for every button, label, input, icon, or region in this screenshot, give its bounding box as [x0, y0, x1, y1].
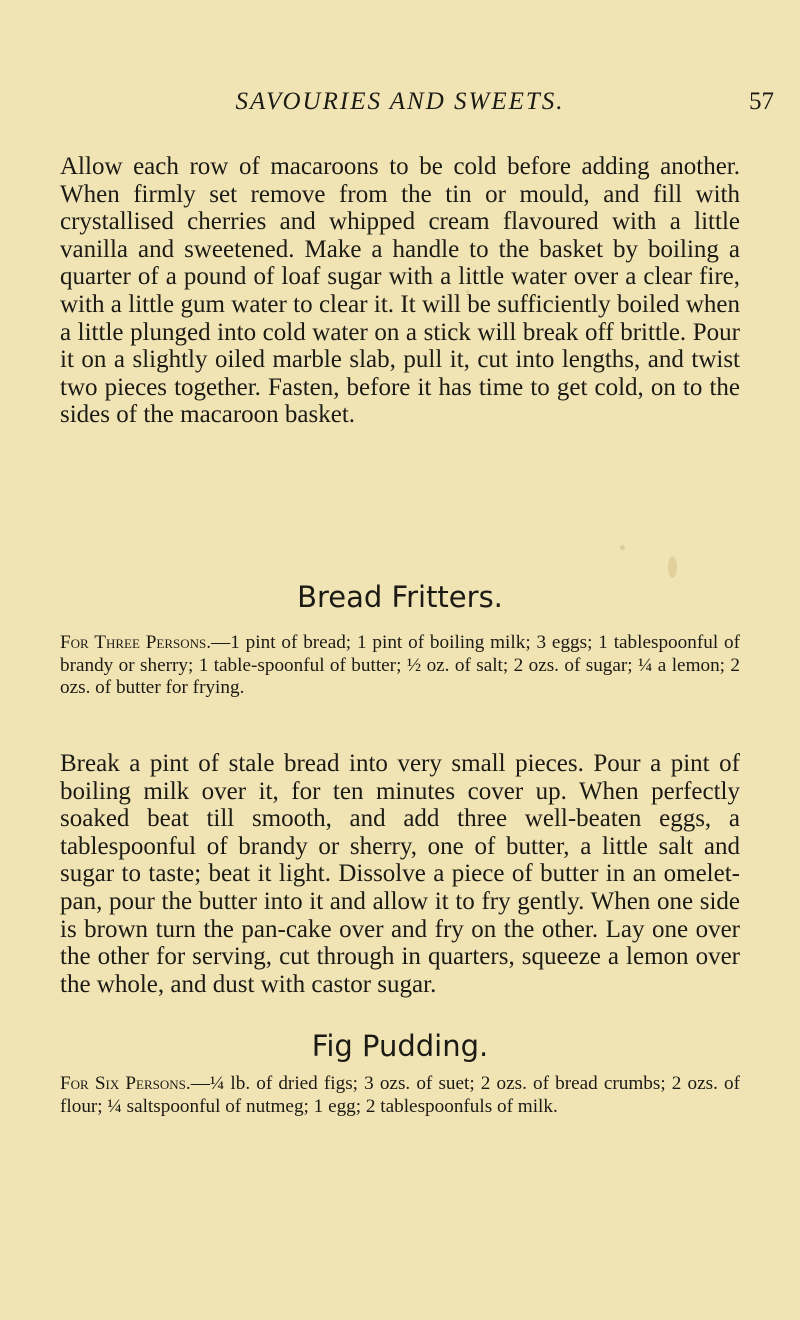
paper-speck [620, 545, 625, 550]
ingredients-fig-pudding [60, 1073, 740, 1118]
running-header [0, 82, 800, 122]
ingredients-list: —¼ lb. of dried figs; 3 ozs. of suet; 2 ozs. of bread crumbs; 2 ozs. of flour; ¼ saltspoonful of nutmeg; 1 egg; 2 tablespoonfuls of milk. [60, 1073, 740, 1117]
paper-speck [466, 290, 469, 293]
recipe-title-fig-pudding: Fig Pudding. [311, 1029, 489, 1063]
method-bread-fritters: Break a pint of stale bread into very small pieces. Pour a pint of boiling milk over it, for ten minutes cover up. When perfectly soaked beat till smooth, and add three well-beaten eggs, a tablespoonful of brandy or sherry, one of butter, a little salt and sugar to taste; beat it light. Dissolve a piece of butter in an omelet-pan, pour the butter into it and allow it to fry gently. When one side is brown turn the pan-cake over and fry on the other. Lay one over the other for serving, cut through in quarters, squeeze a lemon over the whole, and dust with castor sugar. [60, 750, 740, 998]
continuation-paragraph: Allow each row of macaroons to be cold before adding another. When firmly set remove from the tin or mould, and fill with crystallised cherries and whipped cream flavoured with a little vanilla and sweetened. Make a handle to the basket by boiling a quarter of a pound of loaf sugar with a little water over a clear fire, with a little gum water to clear it. It will be sufficiently boiled when a little plunged into cold water on a stick will break off brittle. Pour it on a slightly oiled marble slab, pull it, cut into lengths, and twist two pieces together. Fasten, before it has time to get cold, on to the sides of the macaroon basket. [60, 153, 740, 429]
running-title: SAVOURIES AND SWEETS. [235, 88, 565, 115]
ingredients-list: —1 pint of bread; 1 pint of boiling milk; 3 eggs; 1 tablespoonful of brandy or sherry; 1 table-spoonful of butter; ½ oz. of salt; 2 ozs. of sugar; ¼ a lemon; 2 ozs. of butter for frying. [60, 632, 740, 699]
ingredients-bread-fritters [60, 632, 740, 700]
paper-speck [668, 556, 677, 578]
page-number: 57 [749, 88, 774, 115]
serves-label: For Three Persons. [60, 632, 212, 653]
serves-label: For Six Persons. [60, 1073, 191, 1094]
recipe-title-bread-fritters: Bread Fritters. [297, 580, 503, 614]
